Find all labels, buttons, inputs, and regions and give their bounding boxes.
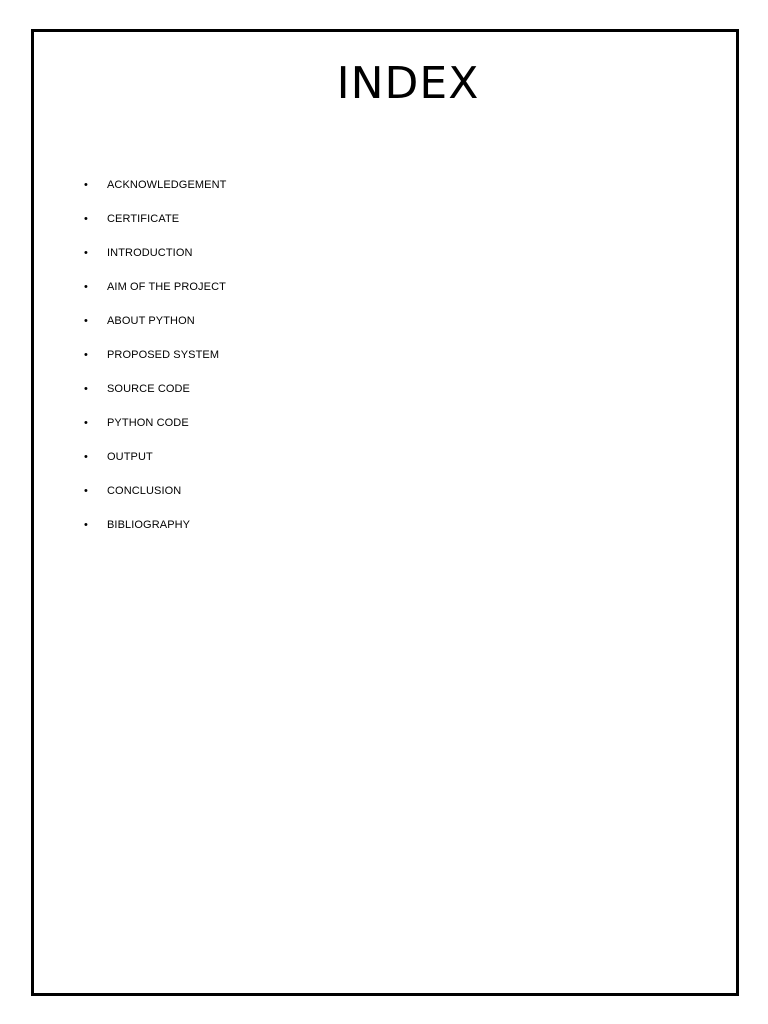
list-item-label: INTRODUCTION <box>107 247 193 259</box>
bullet-icon: • <box>84 416 88 429</box>
bullet-icon: • <box>84 246 88 259</box>
list-item <box>84 406 226 440</box>
bullet-icon: • <box>84 348 88 361</box>
bullet-icon: • <box>84 484 88 497</box>
bullet-icon: • <box>84 212 88 225</box>
list-item-label: PROPOSED SYSTEM <box>107 349 220 361</box>
list-item <box>84 236 226 270</box>
list-item-label: BIBLIOGRAPHY <box>107 519 191 531</box>
list-item-label: PYTHON CODE <box>107 417 189 429</box>
bullet-icon: • <box>84 450 88 463</box>
list-item-label: AIM OF THE PROJECT <box>107 281 226 293</box>
index-list <box>84 168 226 542</box>
list-item-label: ABOUT PYTHON <box>107 315 195 327</box>
bullet-icon: • <box>84 382 88 395</box>
title-container <box>300 58 516 110</box>
list-item <box>84 508 226 542</box>
bullet-icon: • <box>84 518 88 531</box>
bullet-icon: • <box>84 280 88 293</box>
list-item <box>84 338 226 372</box>
list-item <box>84 168 226 202</box>
list-item-label: CONCLUSION <box>107 485 182 497</box>
list-item-label: OUTPUT <box>107 451 153 463</box>
list-item-label: ACKNOWLEDGEMENT <box>107 179 227 191</box>
list-item <box>84 304 226 338</box>
bullet-icon: • <box>84 314 88 327</box>
page-title: INDEX <box>336 58 480 109</box>
list-item-label: CERTIFICATE <box>107 213 180 225</box>
list-item <box>84 474 226 508</box>
list-item <box>84 202 226 236</box>
bullet-icon: • <box>84 178 88 191</box>
list-item <box>84 440 226 474</box>
list-item-label: SOURCE CODE <box>107 383 190 395</box>
list-item <box>84 372 226 406</box>
list-item <box>84 270 226 304</box>
